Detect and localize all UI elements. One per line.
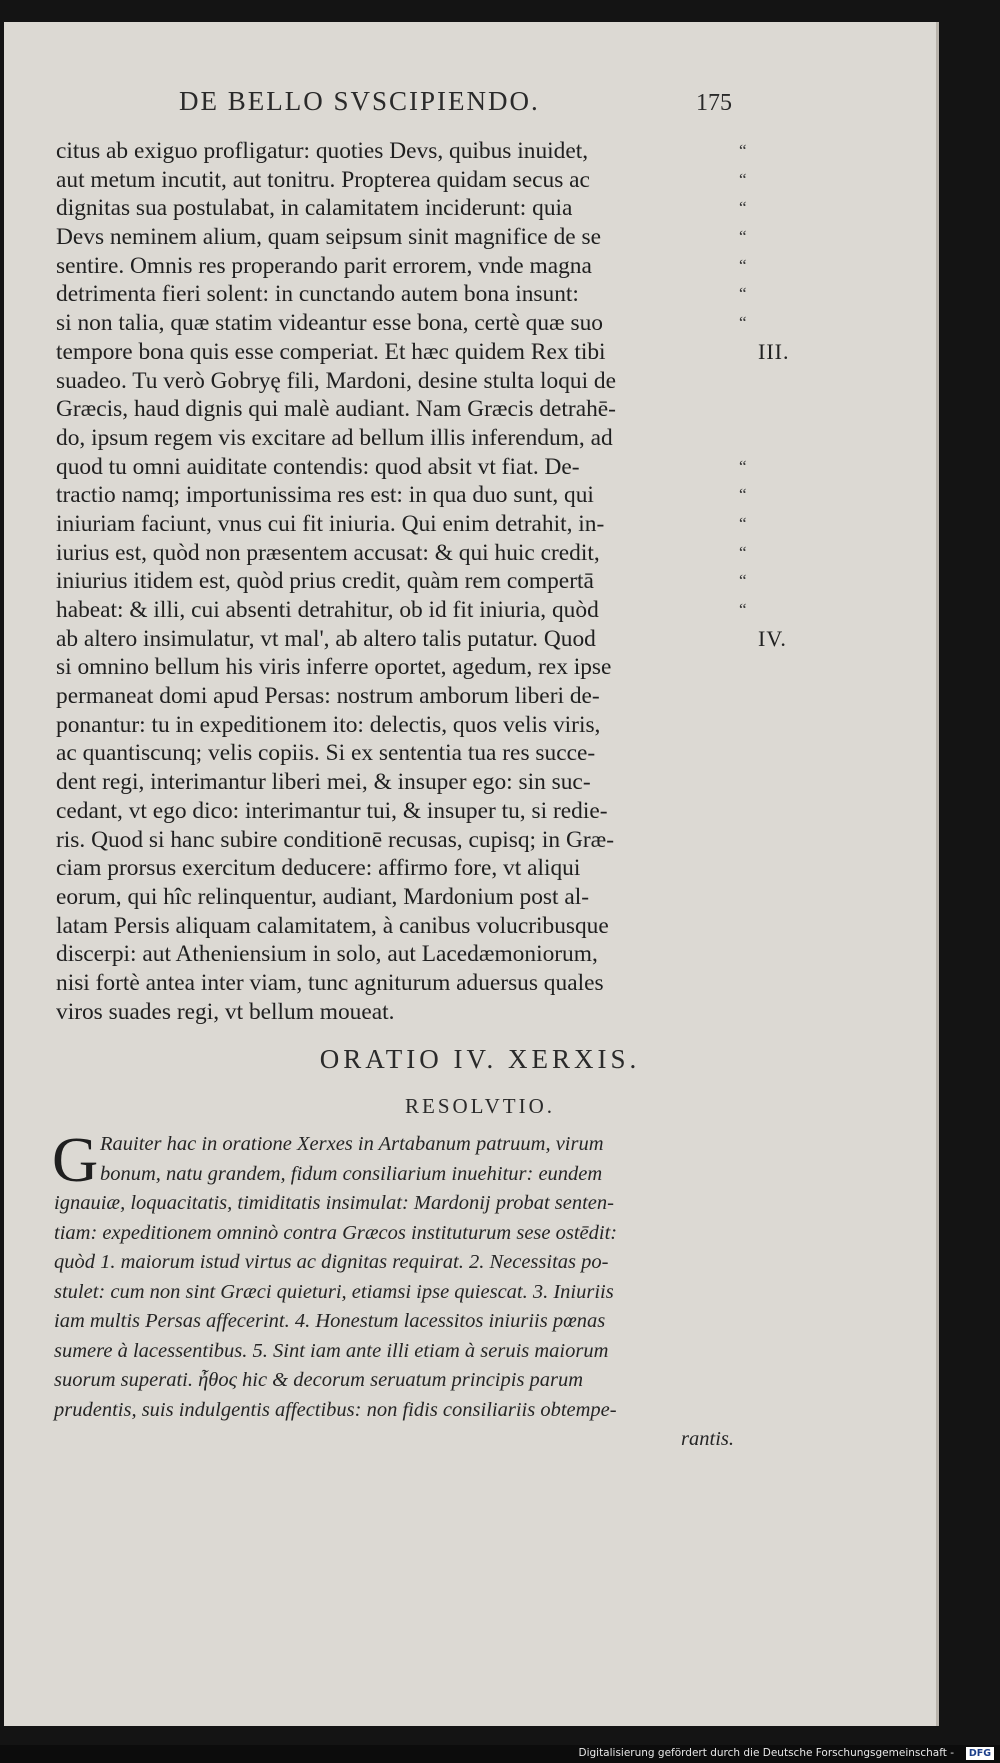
- footer-bar: [0, 1745, 1000, 1763]
- marginal-quote-mark: “: [739, 313, 747, 333]
- resolutio-line: stulet: cum non sint Græci quieturi, etiamsi ipse quiescat. 3. Iniuriis: [54, 1280, 614, 1303]
- text-line-content: suadeo. Tu verò Gobryę fili, Mardoni, desine stulta loqui de: [56, 367, 617, 394]
- text-line: [56, 998, 761, 1027]
- text-line: [56, 596, 761, 625]
- text-line-content: quod tu omni auiditate contendis: quod absit vt fiat. De-: [56, 453, 580, 480]
- text-line-content: aut metum incutit, aut tonitru. Propterea quidam secus ac: [56, 166, 590, 193]
- text-line-content: do, ipsum regem vis excitare ad bellum illis inferendum, ad: [56, 424, 613, 451]
- footer-credit: Digitalisierung gefördert durch die Deutsche Forschungsgemeinschaft -: [578, 1747, 954, 1759]
- book-page: [4, 22, 939, 1726]
- text-line: [56, 912, 761, 941]
- text-line-content: tempore bona quis esse comperiat. Et hæc quidem Rex tibi: [56, 338, 606, 365]
- marginal-quote-mark: “: [739, 284, 747, 304]
- text-line-content: nisi fortè antea inter viam, tunc agniturum aduersus quales: [56, 969, 604, 996]
- resolutio-line: suorum superati. ἦθος hic & decorum seruatum principis parum: [54, 1369, 584, 1391]
- text-line-content: Devs neminem alium, quam seipsum sinit magnifice de se: [56, 224, 602, 251]
- resolutio-block: [52, 1124, 734, 1455]
- text-line-content: dent regi, interimantur liberi mei, & insuper ego: sin suc-: [56, 769, 591, 796]
- text-line: [56, 768, 761, 797]
- text-line: [56, 625, 787, 654]
- text-line: [56, 453, 761, 482]
- text-line-content: citus ab exiguo profligatur: quoties Devs, quibus inuidet,: [56, 138, 589, 164]
- text-line-content: ab altero insimulatur, vt mal', ab altero talis putatur. Quod: [56, 625, 596, 652]
- marginal-quote-mark: “: [739, 169, 747, 189]
- resolutio-line: sumere à lacessentibus. 5. Sint iam ante illi etiam à seruis maiorum: [54, 1339, 609, 1362]
- resolutio-line: quòd 1. maiorum istud virtus ac dignitas requirat. 2. Necessitas po-: [54, 1251, 609, 1273]
- marginal-quote-mark: “: [739, 600, 747, 619]
- text-line: [56, 797, 761, 826]
- text-line: [56, 280, 761, 309]
- text-line: [56, 137, 761, 166]
- text-line-content: ac quantiscunq; velis copiis. Si ex sententia tua res succe-: [56, 740, 596, 767]
- resolutio-line: iam multis Persas affecerint. 4. Honestum lacessitos iniuriis pœnas: [54, 1310, 606, 1332]
- text-line: [56, 826, 761, 855]
- text-line: [56, 940, 761, 969]
- text-line: [56, 711, 761, 740]
- marginal-quote-mark: “: [739, 485, 747, 505]
- text-line-content: iurius est, quòd non præsentem accusat: & qui huic credit,: [56, 539, 600, 566]
- section-heading: RESOLVTIO.: [405, 1094, 555, 1118]
- text-line-content: iniuriam faciunt, vnus cui fit iniuria. Qui enim detrahit, in-: [56, 510, 605, 537]
- page-header: [4, 86, 936, 126]
- text-line-content: ponantur: tu in expeditionem ito: delectis, quos velis viris,: [56, 711, 601, 738]
- resolutio-line: tiam: expeditionem omninò contra Græcos instituturum sese ostēdit:: [54, 1221, 618, 1244]
- text-line: [56, 367, 761, 396]
- text-line-content: sentire. Omnis res properando parit errorem, vnde magna: [56, 252, 592, 279]
- text-line: [56, 883, 761, 912]
- resolutio-line: rantis.: [681, 1428, 734, 1450]
- marginal-quote-mark: “: [739, 542, 747, 562]
- text-line-content: habeat: & illi, cui absenti detrahitur, ob id fit iniuria, quòd: [56, 597, 599, 623]
- text-line: [56, 653, 761, 682]
- text-line: [56, 854, 761, 883]
- text-line-content: cedant, vt ego dico: interimantur tui, & insuper tu, si redie-: [56, 797, 608, 824]
- margin-section-number: III.: [758, 338, 790, 364]
- marginal-quote-mark: “: [739, 198, 747, 218]
- text-line-content: latam Persis aliquam calamitatem, à canibus volucribusque: [56, 912, 609, 939]
- text-line: [56, 223, 761, 252]
- text-line-content: detrimenta fieri solent: in cunctando autem bona insunt:: [56, 281, 579, 308]
- text-line: [56, 739, 761, 768]
- text-line: [56, 481, 761, 510]
- margin-section-number: IV.: [758, 625, 787, 651]
- text-line: [56, 309, 761, 338]
- marginal-quote-mark: “: [739, 456, 747, 476]
- text-line-content: viros suades regi, vt bellum moueat.: [56, 998, 395, 1025]
- resolutio-line: ignauiæ, loquacitatis, timiditatis insimulat: Mardonij probat senten-: [54, 1192, 614, 1214]
- marginal-quote-mark: “: [739, 227, 747, 247]
- text-line-content: dignitas sua postulabat, in calamitatem inciderunt: quia: [56, 195, 573, 222]
- marginal-quote-mark: “: [739, 571, 747, 591]
- text-line-content: discerpi: aut Atheniensium in solo, aut Lacedæmoniorum,: [56, 941, 598, 968]
- text-line: [56, 510, 761, 539]
- text-line: [56, 969, 761, 998]
- text-line: [56, 539, 761, 568]
- text-line: [56, 395, 761, 424]
- oration-title: ORATIO IV. XERXIS.: [319, 1044, 641, 1074]
- main-text-block: [56, 137, 790, 1026]
- drop-cap: G: [52, 1124, 99, 1195]
- text-line-content: eorum, qui hîc relinquentur, audiant, Mardonium post al-: [56, 883, 590, 910]
- text-line: [56, 338, 790, 367]
- text-line: [56, 194, 761, 223]
- resolutio-line: prudentis, suis indulgentis affectibus: non fidis consiliariis obtempe-: [54, 1398, 617, 1421]
- dfg-logo-icon: DFG: [966, 1747, 994, 1760]
- text-line-content: ciam prorsus exercitum deducere: affirmo fore, vt aliqui: [56, 855, 581, 882]
- text-line: [56, 252, 761, 281]
- text-line: [56, 682, 761, 711]
- text-line-content: tractio namq; importunissima res est: in qua duo sunt, qui: [56, 482, 594, 509]
- text-line-content: si non talia, quæ statim videantur esse bona, certè quæ suo: [56, 310, 603, 337]
- text-line: [56, 567, 761, 596]
- marginal-quote-mark: “: [739, 513, 747, 533]
- text-line-content: Græcis, haud dignis qui malè audiant. Nam Græcis detrahē-: [56, 396, 616, 423]
- text-line-content: ris. Quod si hanc subire conditionē recusas, cupisq; in Græ-: [56, 826, 615, 853]
- marginal-quote-mark: “: [739, 141, 747, 160]
- text-line: [56, 424, 761, 453]
- text-line-content: iniurius itidem est, quòd prius credit, quàm rem compertā: [56, 568, 594, 595]
- resolutio-line: Rauiter hac in oratione Xerxes in Artabanum patruum, virum: [100, 1133, 604, 1155]
- running-title: DE BELLO SVSCIPIENDO.: [179, 86, 540, 116]
- text-line-content: permaneat domi apud Persas: nostrum amborum liberi de-: [56, 683, 600, 710]
- resolutio-line: bonum, natu grandem, fidum consiliarium inuehitur: eundem: [100, 1162, 603, 1185]
- page-number: 175: [696, 90, 732, 116]
- text-line: [56, 166, 761, 195]
- text-line-content: si omnino bellum his viris inferre oportet, agedum, rex ipse: [56, 654, 612, 681]
- marginal-quote-mark: “: [739, 255, 747, 275]
